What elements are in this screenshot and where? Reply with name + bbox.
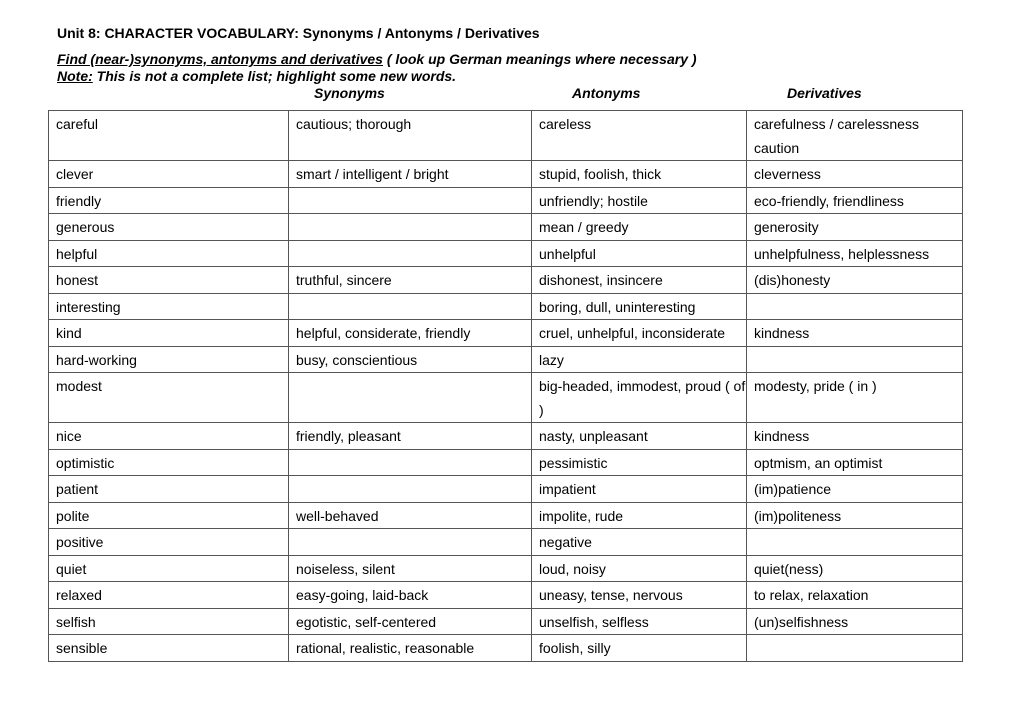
cell-derivatives: to relax, relaxation bbox=[747, 582, 963, 609]
table-row bbox=[49, 529, 963, 556]
table-row bbox=[49, 187, 963, 214]
cell-derivatives: unhelpfulness, helplessness bbox=[747, 240, 963, 267]
cell-word: helpful bbox=[49, 240, 289, 267]
cell-synonyms: smart / intelligent / bright bbox=[289, 161, 532, 188]
cell-synonyms: easy-going, laid-back bbox=[289, 582, 532, 609]
cell-antonyms: big-headed, immodest, proud ( of ) bbox=[532, 373, 747, 423]
cell-word: selfish bbox=[49, 608, 289, 635]
cell-antonyms: cruel, unhelpful, inconsiderate bbox=[532, 320, 747, 347]
cell-antonyms: boring, dull, uninteresting bbox=[532, 293, 747, 320]
cell-derivatives: (im)politeness bbox=[747, 502, 963, 529]
table-row bbox=[49, 476, 963, 503]
vocabulary-table bbox=[48, 110, 963, 662]
cell-synonyms bbox=[289, 214, 532, 241]
cell-word: friendly bbox=[49, 187, 289, 214]
cell-antonyms: unfriendly; hostile bbox=[532, 187, 747, 214]
cell-antonyms: stupid, foolish, thick bbox=[532, 161, 747, 188]
table-row bbox=[49, 111, 963, 161]
cell-derivatives: modesty, pride ( in ) bbox=[747, 373, 963, 423]
cell-derivatives: cleverness bbox=[747, 161, 963, 188]
cell-antonyms: impolite, rude bbox=[532, 502, 747, 529]
cell-derivatives: carefulness / carelessness caution bbox=[747, 111, 963, 161]
cell-derivatives: (un)selfishness bbox=[747, 608, 963, 635]
cell-word: hard-working bbox=[49, 346, 289, 373]
cell-derivatives: quiet(ness) bbox=[747, 555, 963, 582]
column-header-synonyms: Synonyms bbox=[314, 85, 385, 101]
cell-antonyms: foolish, silly bbox=[532, 635, 747, 662]
table-row bbox=[49, 449, 963, 476]
cell-synonyms bbox=[289, 476, 532, 503]
cell-antonyms: nasty, unpleasant bbox=[532, 423, 747, 450]
instruction-rest: ( look up German meanings where necessary ) bbox=[382, 51, 697, 67]
cell-word: honest bbox=[49, 267, 289, 294]
cell-word: generous bbox=[49, 214, 289, 241]
cell-word: nice bbox=[49, 423, 289, 450]
cell-synonyms bbox=[289, 373, 532, 423]
table-row bbox=[49, 423, 963, 450]
cell-derivatives: kindness bbox=[747, 320, 963, 347]
column-header-derivatives: Derivatives bbox=[787, 85, 862, 101]
cell-synonyms: helpful, considerate, friendly bbox=[289, 320, 532, 347]
cell-synonyms: busy, conscientious bbox=[289, 346, 532, 373]
cell-synonyms bbox=[289, 529, 532, 556]
cell-word: optimistic bbox=[49, 449, 289, 476]
table-row bbox=[49, 346, 963, 373]
cell-antonyms: careless bbox=[532, 111, 747, 161]
cell-antonyms: unhelpful bbox=[532, 240, 747, 267]
cell-synonyms: truthful, sincere bbox=[289, 267, 532, 294]
instruction-line bbox=[57, 51, 697, 67]
cell-word: sensible bbox=[49, 635, 289, 662]
note-label: Note: bbox=[57, 68, 93, 84]
table-row bbox=[49, 320, 963, 347]
cell-word: kind bbox=[49, 320, 289, 347]
vocabulary-table-body bbox=[49, 111, 963, 662]
cell-antonyms: unselfish, selfless bbox=[532, 608, 747, 635]
cell-synonyms: rational, realistic, reasonable bbox=[289, 635, 532, 662]
cell-synonyms bbox=[289, 449, 532, 476]
cell-derivatives bbox=[747, 293, 963, 320]
table-row bbox=[49, 373, 963, 423]
cell-derivatives bbox=[747, 635, 963, 662]
table-row bbox=[49, 240, 963, 267]
column-header-antonyms: Antonyms bbox=[572, 85, 641, 101]
table-row bbox=[49, 214, 963, 241]
table-row bbox=[49, 582, 963, 609]
cell-antonyms: loud, noisy bbox=[532, 555, 747, 582]
table-row bbox=[49, 608, 963, 635]
cell-synonyms: egotistic, self-centered bbox=[289, 608, 532, 635]
cell-synonyms: noiseless, silent bbox=[289, 555, 532, 582]
cell-synonyms: well-behaved bbox=[289, 502, 532, 529]
cell-antonyms: uneasy, tense, nervous bbox=[532, 582, 747, 609]
table-row bbox=[49, 161, 963, 188]
note-text: This is not a complete list; highlight some new words. bbox=[92, 68, 457, 84]
cell-derivatives: (dis)honesty bbox=[747, 267, 963, 294]
cell-derivatives bbox=[747, 346, 963, 373]
cell-word: careful bbox=[49, 111, 289, 161]
note-line bbox=[57, 68, 456, 84]
cell-derivatives: (im)patience bbox=[747, 476, 963, 503]
cell-word: relaxed bbox=[49, 582, 289, 609]
cell-antonyms: impatient bbox=[532, 476, 747, 503]
cell-synonyms: cautious; thorough bbox=[289, 111, 532, 161]
cell-antonyms: negative bbox=[532, 529, 747, 556]
table-row bbox=[49, 293, 963, 320]
cell-antonyms: mean / greedy bbox=[532, 214, 747, 241]
cell-derivatives: optmism, an optimist bbox=[747, 449, 963, 476]
cell-derivatives: eco-friendly, friendliness bbox=[747, 187, 963, 214]
cell-word: patient bbox=[49, 476, 289, 503]
page-title: Unit 8: CHARACTER VOCABULARY: Synonyms / Antonyms / Derivatives bbox=[57, 25, 540, 41]
cell-antonyms: pessimistic bbox=[532, 449, 747, 476]
cell-derivatives: generosity bbox=[747, 214, 963, 241]
table-row bbox=[49, 267, 963, 294]
cell-word: clever bbox=[49, 161, 289, 188]
cell-synonyms bbox=[289, 240, 532, 267]
cell-antonyms: dishonest, insincere bbox=[532, 267, 747, 294]
cell-word: positive bbox=[49, 529, 289, 556]
instruction-underlined: Find (near-)synonyms, antonyms and derivatives bbox=[57, 51, 383, 67]
cell-derivatives: kindness bbox=[747, 423, 963, 450]
cell-word: interesting bbox=[49, 293, 289, 320]
cell-synonyms bbox=[289, 187, 532, 214]
table-row bbox=[49, 635, 963, 662]
cell-antonyms: lazy bbox=[532, 346, 747, 373]
table-row bbox=[49, 555, 963, 582]
cell-synonyms bbox=[289, 293, 532, 320]
cell-word: quiet bbox=[49, 555, 289, 582]
cell-synonyms: friendly, pleasant bbox=[289, 423, 532, 450]
cell-derivatives bbox=[747, 529, 963, 556]
cell-word: modest bbox=[49, 373, 289, 423]
table-row bbox=[49, 502, 963, 529]
cell-word: polite bbox=[49, 502, 289, 529]
